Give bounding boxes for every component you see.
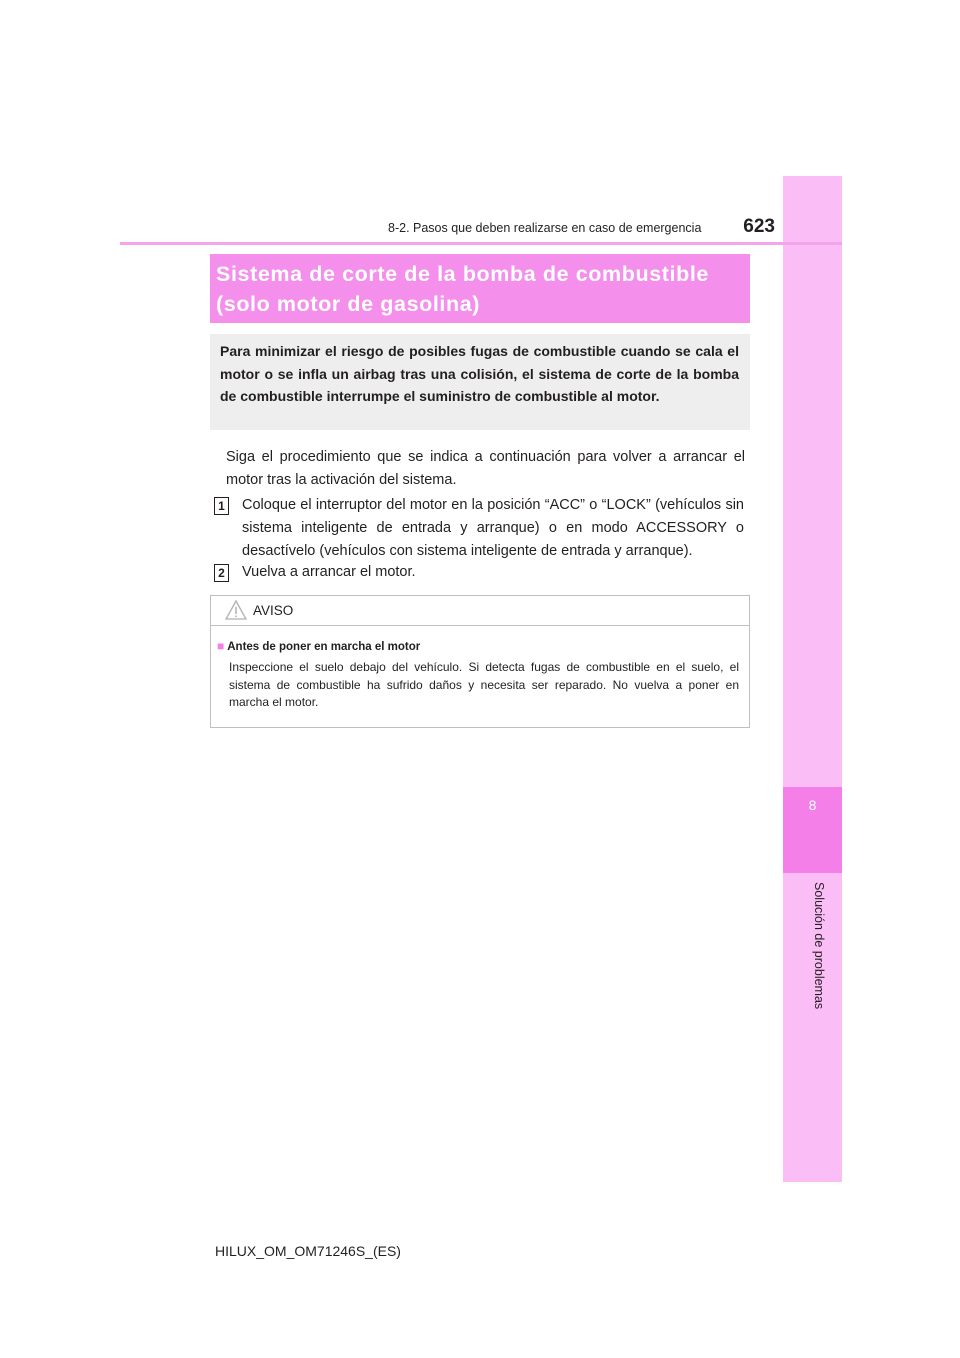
step-text: Vuelva a arrancar el motor. xyxy=(242,564,416,580)
square-bullet-icon: ■ xyxy=(217,639,225,653)
warning-title: Antes de poner en marcha el motor xyxy=(227,641,421,653)
chapter-side-tab xyxy=(783,176,842,1182)
warning-box xyxy=(210,595,750,728)
intro-text: Para minimizar el riesgo de posibles fugas de combustible cuando se cala el motor o se infla un airbag tras una colisión, el sistema de corte de la bomba de combustible interrumpe el suministro de combustible al motor. xyxy=(220,343,739,404)
breadcrumb: 8-2. Pasos que deben realizarse en caso de emergencia xyxy=(388,221,702,235)
warning-text: Inspeccione el suelo debajo del vehículo. Si detecta fugas de combustible en el suelo, el sistema de combustible ha sufrido daños y necesita ser reparado. No vuelva a poner en marcha el motor. xyxy=(229,660,739,709)
step-number: 2 xyxy=(214,564,229,582)
page-number: 623 xyxy=(743,216,775,237)
header-divider xyxy=(120,242,842,245)
step-text: Coloque el interruptor del motor en la posición “ACC” o “LOCK” (vehículos sin sistema inteligente de entrada y arranque) o en modo ACCESSORY o desactívelo (vehículos con sistema inteligente de entrada y arranque). xyxy=(242,497,744,559)
chapter-number: 8 xyxy=(808,797,817,813)
warning-title-row xyxy=(217,639,420,653)
section-title: Sistema de corte de la bomba de combustible (solo motor de gasolina) xyxy=(216,262,709,316)
warning-triangle-icon xyxy=(225,600,247,625)
body-paragraph: Siga el procedimiento que se indica a continuación para volver a arrancar el motor tras la activación del sistema. xyxy=(226,449,745,488)
warning-label: AVISO xyxy=(253,603,294,618)
chapter-label: Solución de problemas xyxy=(812,882,826,1010)
footer-code: HILUX_OM_OM71246S_(ES) xyxy=(215,1243,401,1259)
warning-header xyxy=(211,596,749,626)
step-number: 1 xyxy=(214,497,229,515)
